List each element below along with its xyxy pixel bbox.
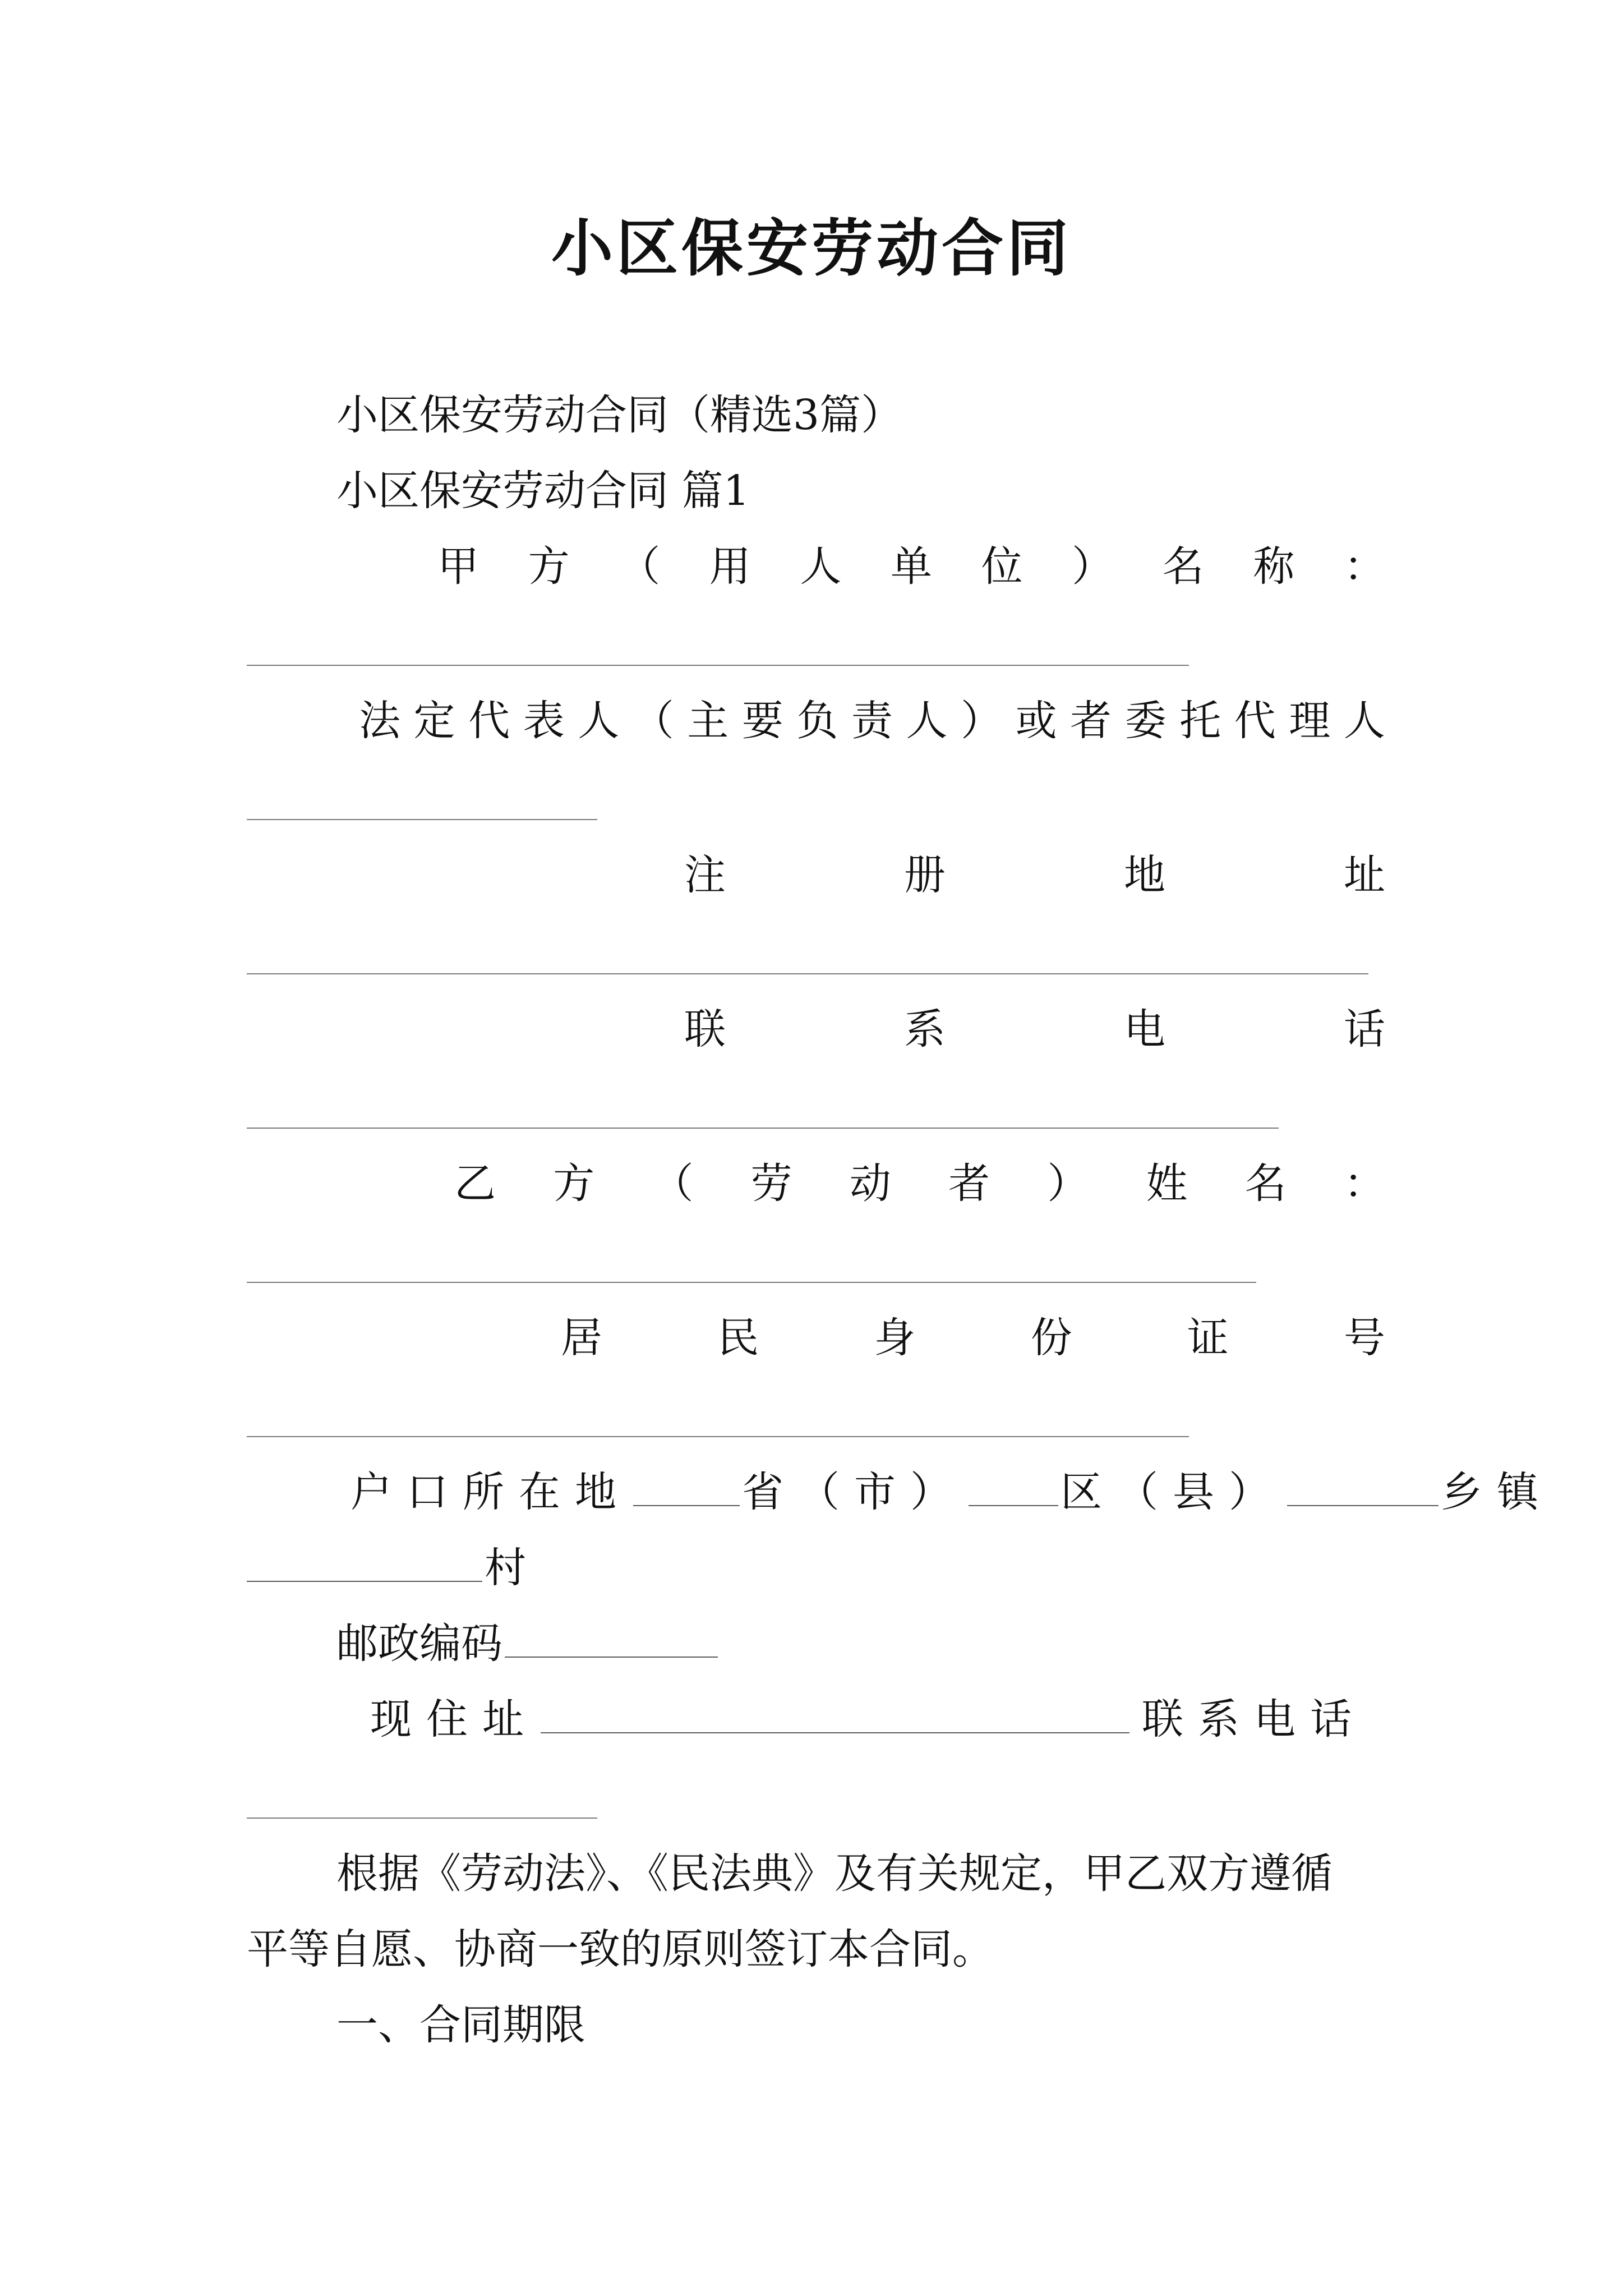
party-a-rep-label — [359, 693, 1385, 749]
label-char: 人 — [1343, 697, 1385, 745]
current-address-blank — [541, 1699, 1129, 1733]
label-char: ： — [1343, 1159, 1385, 1208]
village-line — [247, 1540, 526, 1596]
label-char: 份 — [1030, 1314, 1072, 1362]
label-char: 甲 — [437, 542, 479, 591]
party-a-name-blank — [247, 665, 1189, 666]
town-label: 乡镇 — [1441, 1468, 1553, 1516]
label-char: 委 — [1124, 697, 1166, 745]
label-char: 要 — [741, 697, 783, 745]
label-char: 人 — [800, 542, 842, 591]
village-label: 村 — [485, 1544, 526, 1592]
province-label: 省（市） — [742, 1468, 966, 1516]
label-char: 用 — [709, 542, 751, 591]
label-char: 方 — [528, 542, 570, 591]
label-char: 名 — [1244, 1159, 1287, 1208]
clause-1-heading: 一、合同期限 — [336, 2001, 585, 2049]
label-char: 证 — [1187, 1314, 1229, 1362]
label-char: 者 — [948, 1159, 990, 1208]
document-subtitle: 小区保安劳动合同（精选3篇） — [336, 391, 903, 439]
label-char: 代 — [1234, 697, 1276, 745]
label-char: 位 — [981, 542, 1023, 591]
postcode-line — [336, 1616, 720, 1672]
party-b-phone-blank — [247, 1818, 597, 1819]
label-char: 姓 — [1146, 1159, 1188, 1208]
label-char: 称 — [1253, 542, 1295, 591]
label-char: 主 — [687, 697, 729, 745]
party-a-name-label — [437, 539, 1385, 595]
section-heading: 小区保安劳动合同 篇1 — [336, 467, 750, 515]
party-b-phone-label: 联系电话 — [1142, 1695, 1366, 1743]
label-char: ） — [1072, 542, 1114, 591]
village-blank — [247, 1547, 482, 1582]
party-a-address-label — [684, 847, 1385, 903]
label-char: 电 — [1124, 1005, 1165, 1053]
label-char: 者 — [1070, 697, 1112, 745]
party-a-phone-label — [684, 1001, 1385, 1057]
party-a-phone-blank — [247, 1128, 1279, 1129]
label-char: 名 — [1162, 542, 1204, 591]
label-char: 注 — [684, 851, 726, 899]
label-char: 人 — [578, 697, 620, 745]
label-char: 代 — [468, 697, 510, 745]
label-char: 动 — [849, 1159, 891, 1208]
label-char: （ — [652, 1159, 694, 1208]
label-char: 话 — [1344, 1005, 1385, 1053]
label-char: ） — [1047, 1159, 1089, 1208]
hukou-label: 户口所在地 — [351, 1468, 631, 1516]
label-char: 法 — [359, 697, 400, 745]
party-b-id-label — [561, 1310, 1385, 1366]
postcode-blank — [505, 1623, 718, 1658]
label-char: （ — [619, 542, 661, 591]
party-b-id-blank — [247, 1436, 1189, 1437]
label-char: 址 — [1344, 851, 1385, 899]
town-blank — [1287, 1471, 1438, 1506]
label-char: ） — [961, 697, 1003, 745]
hukou-line — [351, 1464, 1553, 1520]
label-char: 负 — [796, 697, 838, 745]
label-char: 乙 — [454, 1159, 496, 1208]
current-address-label: 现住址 — [370, 1695, 538, 1743]
party-a-address-blank — [247, 973, 1368, 974]
label-char: 责 — [851, 697, 893, 745]
province-blank — [633, 1471, 740, 1506]
label-char: 册 — [904, 851, 946, 899]
label-char: 或 — [1015, 697, 1057, 745]
label-char: 理 — [1289, 697, 1331, 745]
label-char: 劳 — [750, 1159, 792, 1208]
label-char: 单 — [890, 542, 932, 591]
postcode-label: 邮政编码 — [336, 1619, 502, 1668]
label-char: （ — [632, 697, 674, 745]
district-label: 区（县） — [1061, 1468, 1285, 1516]
label-char: 身 — [874, 1314, 916, 1362]
label-char: 民 — [717, 1314, 759, 1362]
label-char: 联 — [684, 1005, 726, 1053]
label-char: 方 — [553, 1159, 595, 1208]
label-char: ： — [1343, 542, 1385, 591]
label-char: 托 — [1179, 697, 1221, 745]
party-a-rep-blank — [247, 819, 597, 820]
label-char: 系 — [904, 1005, 946, 1053]
preamble-line-2: 平等自愿、协商一致的原则签订本合同。 — [247, 1925, 994, 1973]
preamble-line-1: 根据《劳动法》、《民法典》及有关规定，甲乙双方遵循 — [336, 1849, 1332, 1898]
label-char: 表 — [523, 697, 565, 745]
label-char: 地 — [1124, 851, 1165, 899]
current-address-line — [370, 1691, 1366, 1747]
label-char: 定 — [413, 697, 455, 745]
district-blank — [969, 1471, 1058, 1506]
label-char: 人 — [906, 697, 948, 745]
party-b-name-label — [454, 1156, 1385, 1212]
label-char: 居 — [561, 1314, 602, 1362]
party-b-name-blank — [247, 1282, 1256, 1283]
document-title: 小区保安劳动合同 — [551, 212, 1072, 284]
label-char: 号 — [1343, 1314, 1385, 1362]
